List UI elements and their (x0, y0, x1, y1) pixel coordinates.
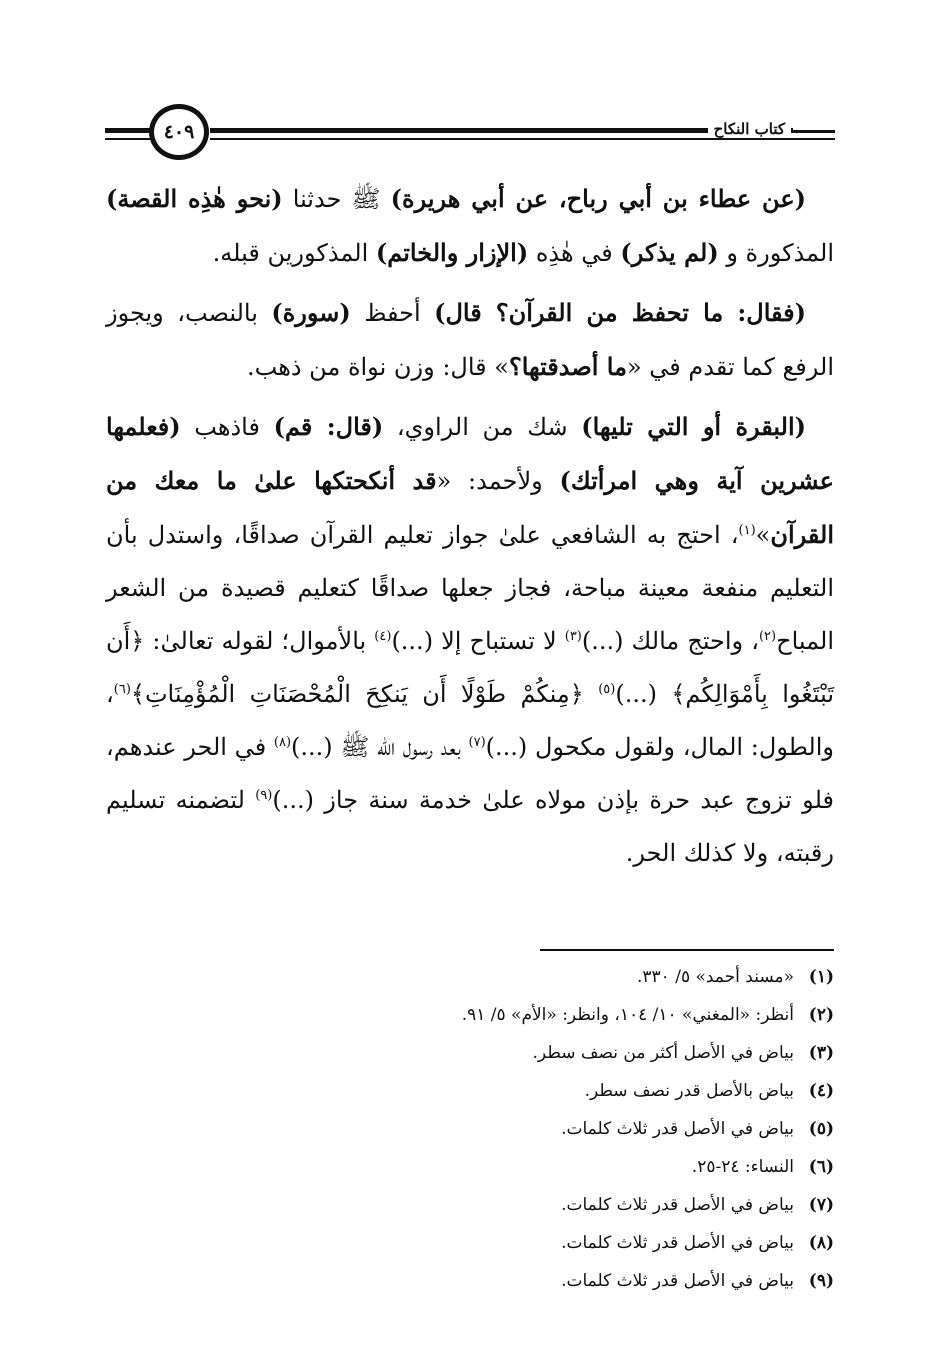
footnote-ref: (٢) (758, 629, 777, 644)
footnote-item: (٥) بياض في الأصل قدر ثلاث كلمات. (561, 1119, 834, 1139)
paragraph-3: (البقرة أو التي تليها) شك من الراوي، (قال: قم) فاذهب (فعلمها عشرين آية وهي امرأتك) ولأحمد: «قد أنكحتكها علىٰ ما معك من القرآن»$^{(١)}$، احتج به الشافعي علىٰ جواز تعليم القرآن صداقًا، واستدل بأن التعليم منفعة معينة مباحة، فجاز جعلها صداقًا كتعليم قصيدة من الشعر المباح$^{(٢)}$، واحتج مالك (...)$^{(٣)}$ لا تستباح إلا (...)$^{(٤)}$ بالأموال؛ لقوله تعالىٰ: ﴿أَن تَبْتَغُوا بِأَمْوَالِكُم﴾ (...)$^{(٥)}$ ﴿مِنكُمْ طَوْلًا أَن يَنكِحَ الْمُحْصَنَاتِ الْمُؤْمِنَاتِ﴾$^{(٦)}$، والطول: المال، ولقول مكحول (...)$^{(٧)}$ بعد رسول الله ﷺ (...)$^{(٨)}$ في الحر عندهم، فلو تزوج عبد حرة بإذن مولاه علىٰ خدمة سنة جاز (...)$^{(٩)}$ لتضمنه تسليم رقبته، ولا كذلك الحر. (106, 412, 835, 867)
footnote-ref: (٦) (113, 682, 131, 697)
chapter-title: كتاب النكاح (708, 120, 791, 138)
footnote-ref: (١) (738, 523, 756, 538)
footnote-ref: (٥) (598, 682, 616, 697)
page-number: ٤٠٩ (149, 104, 209, 160)
footnote-item: (٩) بياض في الأصل قدر ثلاث كلمات. (561, 1271, 834, 1291)
footnote-item: (٧) بياض في الأصل قدر ثلاث كلمات. (561, 1195, 834, 1215)
header-rule-thin (210, 138, 793, 140)
header-rule-thick (210, 128, 793, 133)
main-text (106, 172, 834, 880)
header-rule-left-thick (105, 128, 153, 133)
footnote-item: (٨) بياض في الأصل قدر ثلاث كلمات. (561, 1233, 834, 1253)
footnote-ref: (٤) (374, 629, 392, 644)
header-rule-right-thin (793, 138, 835, 140)
footnote-ref: (٣) (564, 629, 582, 644)
footnote-item: (٦) النساء: ٢٤-٢٥. (691, 1157, 834, 1177)
page-header (105, 100, 835, 170)
paragraph-2: (فقال: ما تحفظ من القرآن؟ قال) أحفظ (سورة) بالنصب، ويجوز الرفع كما تقدم في «ما أصدقتها؟» قال: وزن نواة من ذهب. (106, 298, 834, 381)
footnotes (106, 958, 834, 1300)
header-rule-right-thick (793, 130, 835, 133)
header-rule-left-thin (105, 138, 153, 140)
footnote-item: (٣) بياض في الأصل أكثر من نصف سطر. (532, 1043, 834, 1063)
footnote-item: (١) «مسند أحمد» ٥/ ٣٣٠. (636, 967, 834, 987)
footnote-ref: (٨) (273, 735, 292, 750)
footnote-item: (٢) أنظر: «المغني» ١٠/ ١٠٤، وانظر: «الأم» ٥/ ٩١. (461, 1005, 834, 1025)
footnote-ref: (٩) (255, 788, 273, 803)
footnote-item: (٤) بياض بالأصل قدر نصف سطر. (584, 1081, 834, 1101)
footnote-ref: (٧) (468, 735, 486, 750)
footnote-separator (540, 949, 834, 951)
paragraph-1: (عن عطاء بن أبي رباح، عن أبي هريرة) ﷺ حدثنا (نحو هٰذِه القصة) المذكورة و (لم يذكر) في هٰذِه (الإزار والخاتم) المذكورين قبله. (106, 184, 834, 267)
